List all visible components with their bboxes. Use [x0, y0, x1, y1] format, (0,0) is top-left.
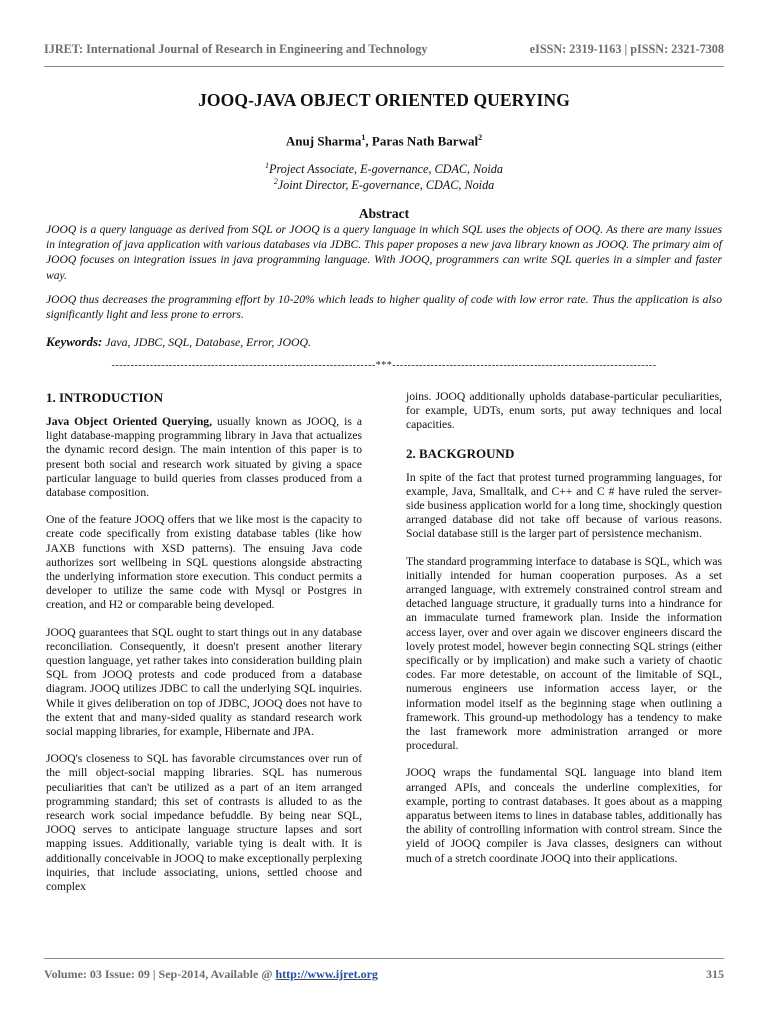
- footer-rule: [44, 958, 724, 959]
- journal-website-link[interactable]: http://www.ijret.org: [275, 967, 378, 981]
- footer-info: [44, 967, 378, 982]
- section-heading-background: 2. BACKGROUND: [406, 445, 515, 461]
- body-paragraph: JOOQ guarantees that SQL ought to start things out in any database reconciliation. Consequently, it doesn't present another literary question language, yet rather takes into consideration building plain SQL from JOOQ protests and code produced from a database diagram. JOOQ utilizes JDBC to call the underlying SQL inquiries. While it gives deliberation on top of JDBC, JOOQ does not have to the extent that and many-sided quality as standard research work social mapping libraries, for example, Hibernate and JPA.: [46, 625, 362, 739]
- abstract-paragraph: JOOQ thus decreases the programming effort by 10-20% which leads to higher quality of code with low error rate. Thus the application is also significantly light and less prone to errors.: [46, 293, 722, 322]
- abstract-paragraph: JOOQ is a query language as derived from SQL or JOOQ is a query language in which SQL uses the objects of OOQ. As there are many issues in integration of java application with various databases via JDBC. This paper proposes a new java library known as JOOQ. The primary aim of JOOQ focuses on integration issues in java programming language. With JOOQ, programmers can write SQL queries in a simpler and faster way.: [46, 223, 722, 282]
- footer-volume: Volume: 03 Issue: 09 | Sep-2014, Available @: [44, 967, 276, 981]
- header-rule: [44, 66, 724, 67]
- body-paragraph: JOOQ wraps the fundamental SQL language into bland item arranged APIs, and conceals the underline complexities, for example, porting to contrast databases. It goes about as a mapping apparatus between items to lines in database tables, additionally has the ability of controlling information with control stream. Since the yield of JOOQ compiler is Java classes, designers can without much of a stretch coordinate JOOQ into their applications.: [406, 766, 722, 865]
- affiliation-superscript: 2: [273, 177, 278, 186]
- keywords-line: [46, 334, 722, 350]
- paragraph-text: usually known as JOOQ, is a light database-mapping programming library in Java that actualizes the dynamic record design. The main intention of this paper is to present both social and research work situated by giving a space particular language to build queries from classes produced from a database composition.: [46, 415, 363, 500]
- paper-title: JOOQ-JAVA OBJECT ORIENTED QUERYING: [198, 90, 570, 110]
- issn-info: eISSN: 2319-1163 | pISSN: 2321-7308: [529, 42, 724, 56]
- body-paragraph: JOOQ's closeness to SQL has favorable circumstances over run of the mill object-social mapping libraries. SQL has numerous peculiarities that can't be utilized as a part of an item arranged programming standard; this set of contrasts is alluded to as the research work social impedance befuddle. By being near SQL, JOOQ serves to anticipate language structure lapses and sort mapping issues. Additionally, variable tying is dealt with. It is additionally conceivable in JOOQ to make exceptionally perplexing inquiries, that include associating, unions, settled choose and complex: [46, 752, 362, 894]
- running-footer: [44, 967, 724, 982]
- affiliation-superscript: 1: [265, 161, 270, 170]
- section-separator: ---------------------------------------------------------------------***---------------------------------------------------------------------: [111, 360, 657, 371]
- journal-name: IJRET: International Journal of Research in Engineering and Technology: [44, 42, 428, 56]
- affiliation: [44, 177, 724, 193]
- author-name: Paras Nath Barwal: [371, 133, 479, 149]
- running-header: [44, 42, 724, 57]
- affiliation-text: Project Associate, E-governance, CDAC, Noida: [269, 162, 503, 177]
- author-superscript: 1: [361, 133, 366, 142]
- page-number: 315: [706, 967, 724, 981]
- abstract-heading: Abstract: [358, 206, 410, 221]
- body-paragraph: In spite of the fact that protest turned programming languages, for example, Java, Smalltalk, and C++ and C # have ruled the server-side business application world for a long time, shockingly question arranged database did not take off because of various reasons. Social database still is the larger part of persistence mechanism.: [406, 470, 722, 541]
- author-name: Anuj Sharma: [285, 133, 362, 149]
- body-paragraph: The standard programming interface to database is SQL, which was initially intended for human cooperation purposes. As a set arranged language, with extremely constrained control stream and detached language structure, it gradually turns into a hindrance for an immaculate turned framework plan. Inside the information access layer, over and over again we discover engineers discard the lovely protest model, however begin connecting SQL strings (either specifically or by implication) and make such a variety of chaotic codes. Far more detestable, on account of the limitable of SQL, numerous engineers use information access layer, or the information model itself as the beginning stage when outlining a framework. This ground-up methodology has a tendency to make the last framework more administration arranged or more procedural.: [406, 554, 722, 753]
- body-paragraph: joins. JOOQ additionally upholds database-particular peculiarities, for example, UDTs, enum sorts, put away techniques and local capacities.: [406, 390, 722, 432]
- bold-term: Java Object Oriented Querying,: [46, 415, 212, 428]
- section-heading-introduction: 1. INTRODUCTION: [46, 390, 164, 405]
- right-column: [406, 390, 722, 879]
- left-column: [46, 390, 362, 907]
- author-line: [44, 133, 724, 149]
- keywords-label: Keywords:: [46, 334, 103, 349]
- affiliation-text: Joint Director, E-governance, CDAC, Noida: [277, 178, 495, 193]
- body-paragraph: [46, 415, 362, 500]
- author-superscript: 2: [478, 133, 483, 142]
- keywords-text: Java, JDBC, SQL, Database, Error, JOOQ.: [102, 335, 311, 349]
- affiliation: [44, 161, 724, 177]
- body-paragraph: One of the feature JOOQ offers that we like most is the capacity to create code specifically from existing database tables (like how JAXB functions with XSD patterns). The ensuing Java code authorizes sort wellbeing in SQL questions alongside abstracting the underlying information store execution. This conduct permits a developer to utilize the same code with Mysql or Postgres in creation, and H2 or comparable being developed.: [46, 513, 362, 612]
- author-separator: ,: [365, 133, 372, 149]
